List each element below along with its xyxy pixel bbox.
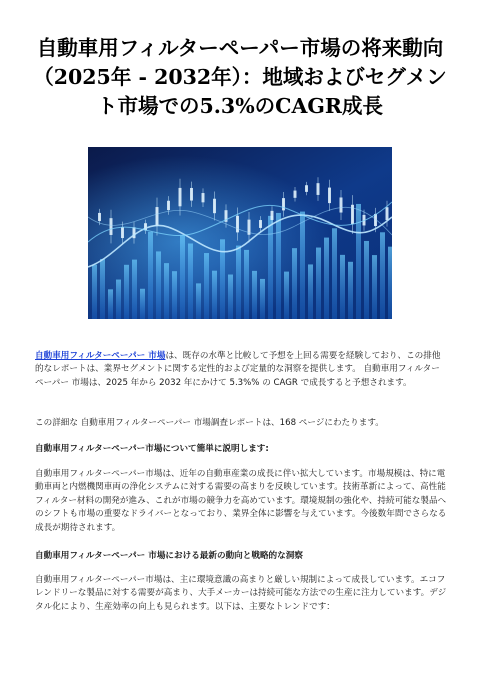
hero-bar	[124, 265, 129, 319]
hero-candle-body	[271, 211, 274, 220]
hero-candle-body	[156, 207, 159, 226]
hero-candle-body	[179, 188, 182, 206]
hero-bar	[380, 232, 385, 319]
hero-bar	[100, 259, 105, 319]
hero-candle-body	[294, 191, 297, 198]
hero-bar	[132, 260, 137, 319]
hero-bar	[372, 255, 377, 319]
hero-bar	[204, 253, 209, 319]
hero-bar	[180, 236, 185, 319]
hero-bar	[300, 212, 305, 319]
hero-candle-body	[98, 213, 101, 221]
hero-bar	[188, 244, 193, 319]
hero-bar	[252, 271, 257, 319]
hero-bar	[148, 232, 153, 319]
hero-bar	[92, 265, 97, 319]
hero-bar	[164, 263, 169, 319]
hero-bar	[212, 271, 217, 319]
hero-bar	[156, 251, 161, 319]
hero-bar	[340, 255, 345, 319]
section1-body: 自動車用フィルターペーパー市場は、近年の自動車産業の成長に伴い拡大しています。市場規模は、特に電動車両と内燃機関車両の浄化システムに対する需要の高まりを反映しています。技術革新によって、高性能フィルター材料の開発が進み、これが市場の競争力を高めています。環境規制の強化や、持続可能な製品へのシフトも市場の重要なドライバーとなっており、業界全体に影響を与えています。今後数年間でさらなる成長が期待されます。	[35, 469, 447, 533]
hero-bar	[140, 289, 145, 319]
hero-candle-body	[236, 216, 239, 233]
hero-bar	[172, 271, 177, 319]
section2-heading: 自動車用フィルターペーパー 市場における最新の動向と戦略的な洞察	[35, 551, 303, 561]
hero-bar	[316, 248, 321, 319]
hero-bar	[364, 241, 369, 319]
hero-bar	[276, 213, 281, 319]
hero-bar	[332, 228, 337, 319]
hero-bar	[236, 246, 241, 319]
hero-candle-body	[328, 188, 331, 204]
hero-bar	[348, 262, 353, 319]
hero-candle-body	[282, 198, 285, 210]
intro-paragraph	[35, 350, 447, 390]
hero-candle-body	[190, 188, 193, 201]
hero-bar	[260, 279, 265, 319]
hero-candle-body	[202, 193, 205, 202]
hero-candle-body	[110, 218, 113, 235]
hero-bar	[388, 247, 392, 319]
pages-note: この詳細な 自動車用フィルターペーパー 市場調査レポートは、168 ページにわたります。	[35, 418, 384, 428]
hero-candle-body	[213, 199, 216, 213]
hero-bar	[284, 272, 289, 319]
hero-candle-body	[386, 207, 389, 220]
hero-bar	[308, 264, 313, 319]
hero-bar	[268, 216, 273, 319]
hero-image-financial-chart	[88, 147, 392, 319]
market-link[interactable]: 自動車用フィルターペーパー 市場	[35, 351, 166, 361]
section1-heading: 自動車用フィルターペーパー市場について簡単に説明します:	[35, 444, 269, 454]
hero-bar	[324, 238, 329, 319]
hero-bar	[228, 275, 233, 319]
hero-bar	[244, 250, 249, 319]
hero-bar	[292, 248, 297, 319]
hero-bar	[108, 289, 113, 319]
section2-body: 自動車用フィルターペーパー市場は、主に環境意識の高まりと厳しい規制によって成長しています。エコフレンドリーな製品に対する需要が高まり、大手メーカーは持続可能な方法での生産に注力しています。デジタル化により、生産効率の向上も見られます。以下は、主要なトレンドです：	[35, 575, 447, 612]
hero-bar	[356, 204, 361, 319]
hero-candle-body	[259, 220, 262, 228]
hero-candle-body	[317, 183, 320, 195]
hero-candle-body	[167, 201, 170, 210]
hero-candle-body	[305, 185, 308, 192]
document-title: 自動車用フィルターペーパー市場の将来動向（2025年 - 2032年）：地域およびセグメント市場での5.3%のCAGR成長	[33, 36, 447, 118]
hero-candle-body	[340, 197, 343, 212]
hero-candle-body	[121, 227, 124, 238]
hero-bar	[196, 283, 201, 319]
hero-bar	[116, 280, 121, 319]
intro-text: は、既存の水準と比較して予想を上回る需要を経験しており、この排他的なレポートは、業界セグメントに関する定性的および定量的な洞察を提供します。 自動車用フィルターペーパー 市場は、2025 年から 2032 年にかけて 5.3%% の CAGR で成長すると予想されます。	[35, 351, 441, 388]
